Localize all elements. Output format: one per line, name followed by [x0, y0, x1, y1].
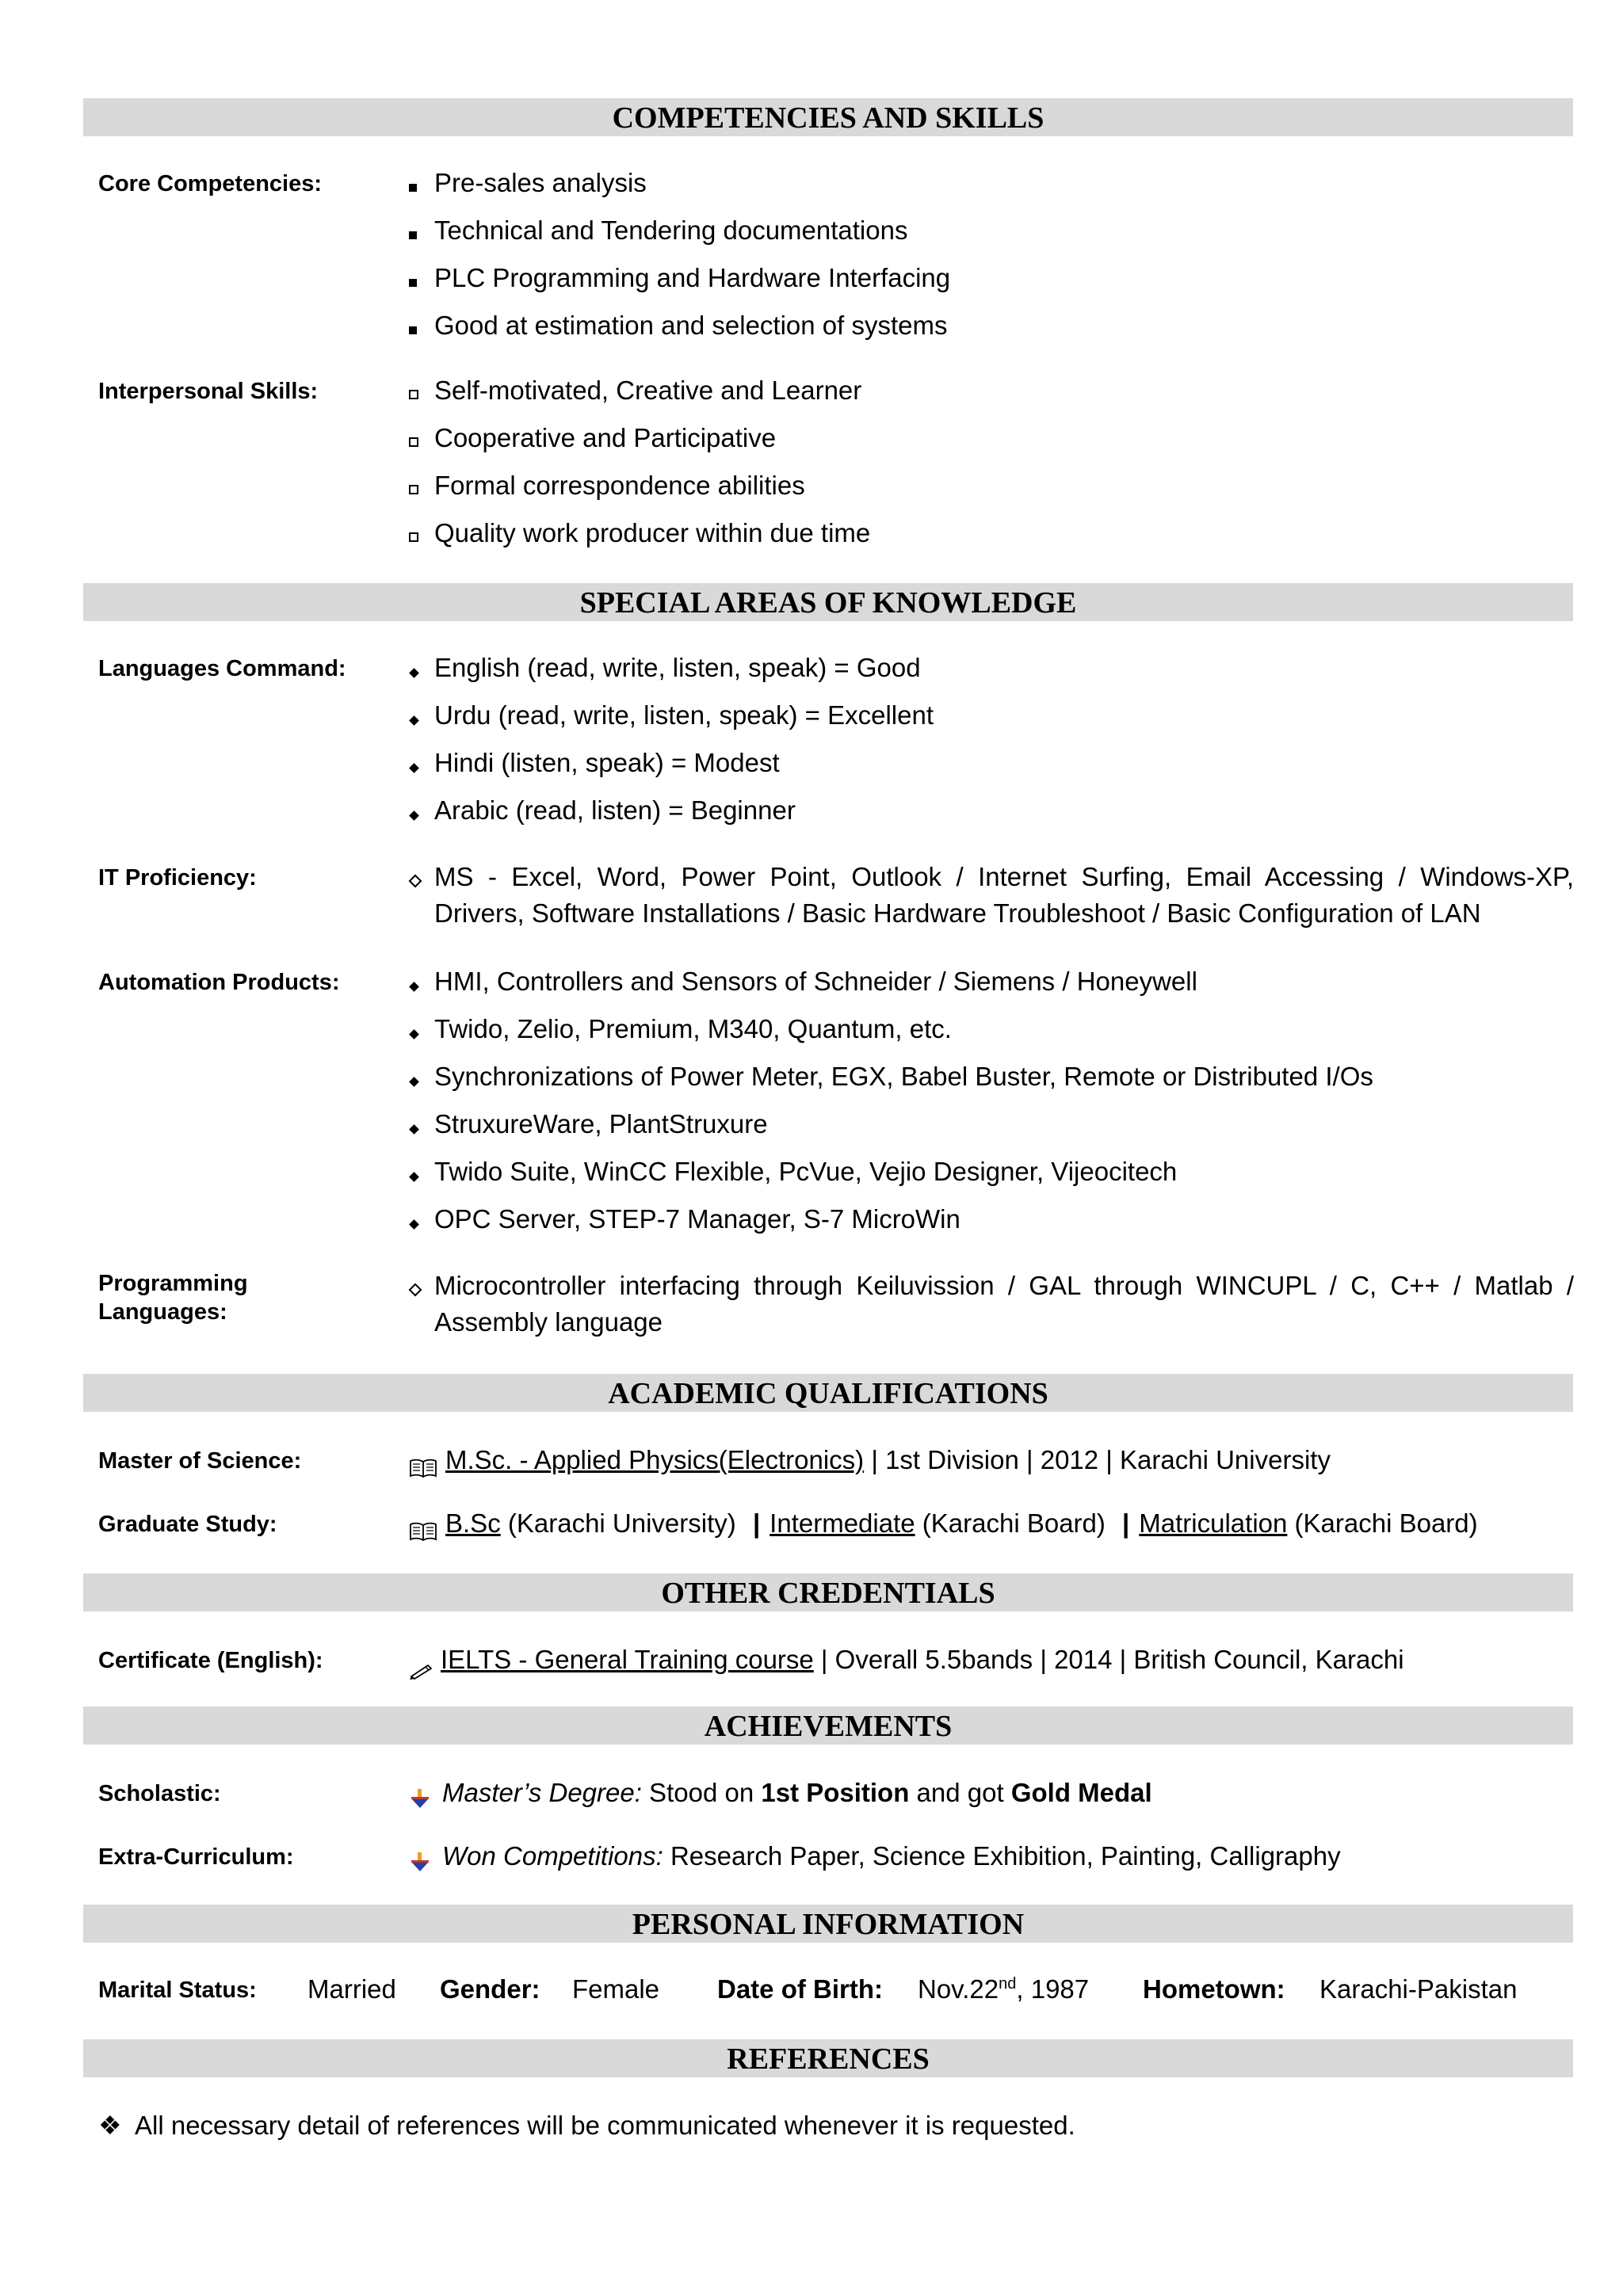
hollow-square-bullet-icon	[409, 485, 418, 494]
date-of-birth-value: Nov.22nd, 1987	[918, 1974, 1090, 2004]
master-of-science-entry: M.Sc. - Applied Physics(Electronics) | 1st Division | 2012 | Karachi University	[409, 1442, 1574, 1478]
master-of-science-label: Master of Science:	[98, 1448, 302, 1474]
interpersonal-skills-label: Interpersonal Skills:	[98, 379, 319, 404]
list-item: Hindi (listen, speak) = Modest	[409, 745, 1574, 781]
list-item: Synchronizations of Power Meter, EGX, Babel Buster, Remote or Distributed I/Os	[409, 1058, 1574, 1095]
section-achievements: ACHIEVEMENTS	[83, 1707, 1573, 1745]
list-item: Quality work producer within due time	[409, 515, 1574, 551]
section-references: REFERENCES	[83, 2039, 1573, 2077]
list-item: Microcontroller interfacing through Keiluvission / GAL through WINCUPL / C, C++ / Matlab / Assembly language	[409, 1268, 1574, 1341]
section-personal: PERSONAL INFORMATION	[83, 1905, 1573, 1943]
square-bullet-icon	[409, 279, 417, 287]
diamond-bullet-icon	[409, 715, 419, 726]
down-arrow-icon	[409, 1846, 431, 1882]
certificate-label: Certificate (English):	[98, 1648, 323, 1673]
list-item: Good at estimation and selection of systems	[409, 307, 1574, 344]
gender-label: Gender:	[440, 1974, 540, 2004]
list-item: English (read, write, listen, speak) = Good	[409, 650, 1574, 686]
marital-status-label: Marital Status:	[98, 1978, 257, 2003]
diamond-bullet-icon	[409, 1124, 419, 1135]
scholastic-label: Scholastic:	[98, 1781, 221, 1806]
master-degree-link: M.Sc. - Applied Physics(Electronics)	[445, 1445, 865, 1474]
list-item: Formal correspondence abilities	[409, 467, 1574, 504]
diamond-bullet-icon	[409, 1172, 419, 1182]
bsc-link: B.Sc	[445, 1508, 501, 1538]
section-credentials: OTHER CREDENTIALS	[83, 1573, 1573, 1611]
list-item: Twido, Zelio, Premium, M340, Quantum, etc.	[409, 1011, 1574, 1047]
ielts-link: IELTS - General Training course	[441, 1645, 814, 1674]
list-item: StruxureWare, PlantStruxure	[409, 1106, 1574, 1142]
diamond-bullet-icon	[409, 1219, 419, 1230]
graduate-study-entry: B.Sc (Karachi University) | Intermediate (Karachi Board) | Matriculation (Karachi Board)	[409, 1505, 1574, 1542]
automation-products-label: Automation Products:	[98, 970, 340, 995]
gender-value: Female	[572, 1974, 660, 2004]
diamond-bullet-icon	[409, 763, 419, 773]
core-competencies-label: Core Competencies:	[98, 171, 323, 196]
scholastic-entry: Master’s Degree: Stood on 1st Position and got Gold Medal	[409, 1775, 1574, 1811]
square-bullet-icon	[409, 184, 417, 192]
section-academic: ACADEMIC QUALIFICATIONS	[83, 1374, 1573, 1412]
list-item: Arabic (read, listen) = Beginner	[409, 792, 1574, 829]
square-bullet-icon	[409, 231, 417, 239]
list-item: Urdu (read, write, listen, speak) = Excellent	[409, 697, 1574, 734]
references-note: ❖ All necessary detail of references will be communicated whenever it is requested.	[98, 2107, 1572, 2144]
list-item: Cooperative and Participative	[409, 420, 1574, 456]
list-item: Pre-sales analysis	[409, 165, 1574, 201]
diamond-bullet-icon	[409, 982, 419, 992]
list-item: HMI, Controllers and Sensors of Schneider / Siemens / Honeywell	[409, 963, 1574, 1000]
matriculation-link: Matriculation	[1139, 1508, 1288, 1538]
date-of-birth-label: Date of Birth:	[717, 1974, 883, 2004]
section-special-knowledge: SPECIAL AREAS OF KNOWLEDGE	[83, 583, 1573, 621]
list-item: PLC Programming and Hardware Interfacing	[409, 260, 1574, 296]
book-icon	[409, 1515, 437, 1551]
square-bullet-icon	[409, 326, 417, 334]
diamond-bullet-icon	[409, 810, 419, 821]
languages-command-label: Languages Command:	[98, 656, 346, 681]
section-competencies: COMPETENCIES AND SKILLS	[83, 98, 1573, 136]
certificate-entry: IELTS - General Training course | Overall 5.5bands | 2014 | British Council, Karachi	[409, 1642, 1574, 1678]
list-item: Technical and Tendering documentations	[409, 212, 1574, 249]
four-diamond-bullet-icon: ❖	[98, 2111, 122, 2140]
programming-languages-label: Programming Languages:	[98, 1271, 248, 1325]
hollow-square-bullet-icon	[409, 390, 418, 399]
extra-curriculum-entry: Won Competitions: Research Paper, Science Exhibition, Painting, Calligraphy	[409, 1838, 1574, 1875]
extra-curriculum-label: Extra-Curriculum:	[98, 1844, 294, 1870]
list-item: Twido Suite, WinCC Flexible, PcVue, Vejio Designer, Vijeocitech	[409, 1154, 1574, 1190]
pencil-icon	[409, 1653, 434, 1689]
list-item: OPC Server, STEP-7 Manager, S-7 MicroWin	[409, 1201, 1574, 1238]
hollow-diamond-bullet-icon	[409, 875, 422, 888]
hollow-diamond-bullet-icon	[409, 1283, 422, 1297]
intermediate-link: Intermediate	[769, 1508, 915, 1538]
diamond-bullet-icon	[409, 668, 419, 678]
hometown-label: Hometown:	[1143, 1974, 1285, 2004]
marital-status-value: Married	[307, 1974, 396, 2004]
hollow-square-bullet-icon	[409, 532, 418, 542]
graduate-study-label: Graduate Study:	[98, 1512, 277, 1537]
hollow-square-bullet-icon	[409, 437, 418, 447]
hometown-value: Karachi-Pakistan	[1319, 1974, 1518, 2004]
book-icon	[409, 1451, 437, 1488]
down-arrow-icon	[409, 1783, 431, 1819]
diamond-bullet-icon	[409, 1077, 419, 1087]
list-item: MS - Excel, Word, Power Point, Outlook / Internet Surfing, Email Accessing / Windows-XP, Drivers, Software Installations / Basic Hardware Troubleshoot / Basic Configuration of LAN	[409, 859, 1574, 932]
it-proficiency-label: IT Proficiency:	[98, 865, 257, 891]
diamond-bullet-icon	[409, 1029, 419, 1039]
list-item: Self-motivated, Creative and Learner	[409, 372, 1574, 409]
